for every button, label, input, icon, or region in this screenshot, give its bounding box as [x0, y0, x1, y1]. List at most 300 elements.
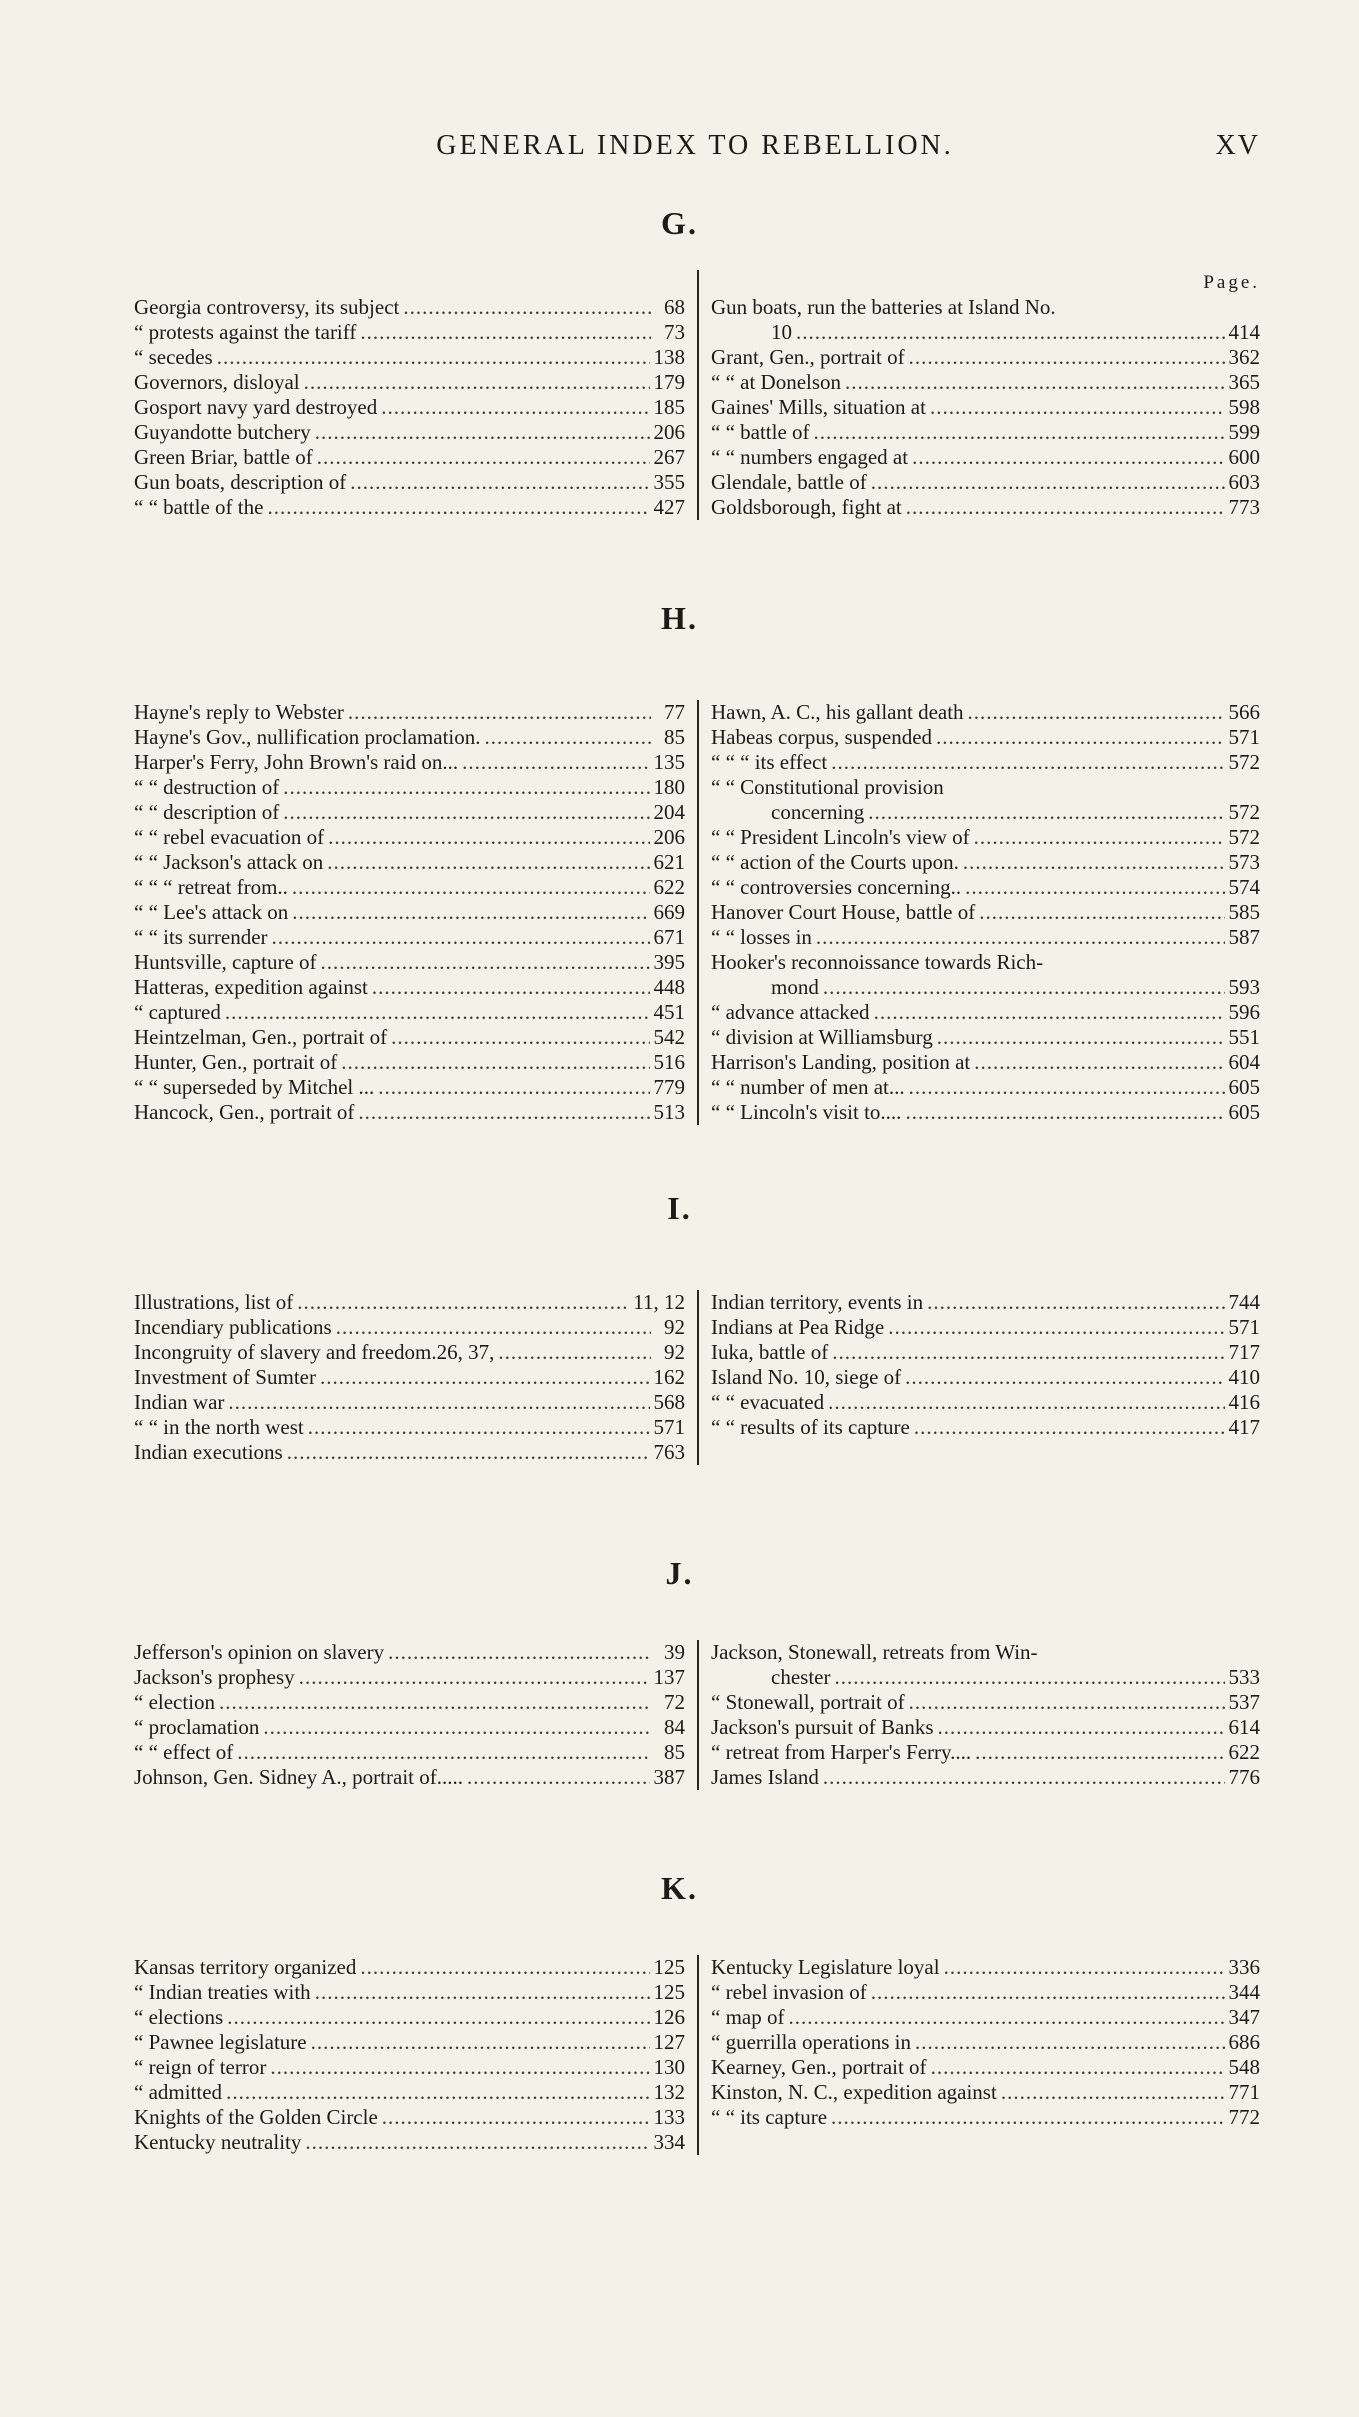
- dot-leader: [816, 925, 1225, 950]
- entry-page-number: 336: [1228, 1955, 1260, 1979]
- dot-leader: [831, 2105, 1224, 2130]
- index-entry: [711, 1690, 1260, 1715]
- entry-text: Kentucky neutrality: [134, 2130, 302, 2154]
- entry-page-number: 571: [653, 1415, 685, 1439]
- index-entry: [711, 725, 1260, 750]
- entry-page-number: 516: [653, 1050, 685, 1074]
- entry-page-number: 571: [1228, 725, 1260, 749]
- entry-page-number: 180: [653, 775, 685, 799]
- index-column-left: [134, 700, 697, 1125]
- dot-leader: [845, 370, 1224, 395]
- index-entry: [711, 495, 1260, 520]
- entry-page-number: 85: [664, 725, 685, 749]
- index-entry: [134, 2105, 685, 2130]
- index-entry: [711, 1000, 1260, 1025]
- entry-page-number: 11, 12: [633, 1290, 685, 1314]
- entry-text: “ “ Constitutional provision: [711, 775, 944, 799]
- dot-leader: [382, 2105, 650, 2130]
- index-entry: [711, 2030, 1260, 2055]
- index-entry: [134, 370, 685, 395]
- index-entry: [711, 850, 1260, 875]
- section-letter: K.: [661, 1870, 698, 1906]
- entry-text: “ reign of terror: [134, 2055, 267, 2079]
- entry-page-number: 138: [653, 345, 685, 369]
- dot-leader: [931, 2055, 1225, 2080]
- entry-text: “ “ in the north west: [134, 1415, 304, 1439]
- index-entry: [711, 875, 1260, 900]
- dot-leader: [272, 925, 650, 950]
- index-entry: [711, 1390, 1260, 1415]
- entry-page-number: 686: [1228, 2030, 1260, 2054]
- entry-text: Kearney, Gen., portrait of: [711, 2055, 927, 2079]
- entry-text: “ “ at Donelson: [711, 370, 842, 394]
- entry-page-number: 574: [1228, 875, 1260, 899]
- index-entry: [134, 2080, 685, 2105]
- index-entry: [711, 2105, 1260, 2130]
- dot-leader: [267, 495, 649, 520]
- dot-leader: [403, 295, 651, 320]
- entry-text: Hayne's Gov., nullification proclamation.: [134, 725, 481, 749]
- index-column-right: [697, 1955, 1260, 2155]
- entry-text: mond: [771, 975, 819, 999]
- index-section: [134, 700, 1260, 1125]
- entry-page-number: 776: [1228, 1765, 1260, 1789]
- index-entry: [134, 470, 685, 495]
- index-column-right: [697, 1640, 1260, 1790]
- entry-page-number: 568: [653, 1390, 685, 1414]
- index-entry: [134, 850, 685, 875]
- entry-text: Green Briar, battle of: [134, 445, 313, 469]
- dot-leader: [225, 1000, 650, 1025]
- index-entry: [711, 1415, 1260, 1440]
- section-letter: J.: [665, 1555, 694, 1591]
- entry-text: “ “ battle of: [711, 420, 810, 444]
- entry-page-number: 92: [664, 1315, 685, 1339]
- entry-text: “ “ Jackson's attack on: [134, 850, 324, 874]
- index-entry: [134, 1290, 685, 1315]
- entry-page-number: 362: [1228, 345, 1260, 369]
- index-entry: [711, 445, 1260, 470]
- dot-leader: [360, 1955, 649, 1980]
- entry-page-number: 763: [653, 1440, 685, 1464]
- dot-leader: [979, 900, 1224, 925]
- entry-text: “ admitted: [134, 2080, 223, 2104]
- entry-text: “ “ battle of the: [134, 495, 264, 519]
- entry-page-number: 603: [1228, 470, 1260, 494]
- index-entry: [134, 1390, 685, 1415]
- entry-page-number: 572: [1228, 800, 1260, 824]
- index-entry: [134, 950, 685, 975]
- entry-text: “ guerrilla operations in: [711, 2030, 912, 2054]
- dot-leader: [348, 700, 651, 725]
- dot-leader: [299, 1665, 650, 1690]
- index-entry: [711, 925, 1260, 950]
- dot-leader: [327, 850, 649, 875]
- index-entry: [711, 975, 1260, 1000]
- entry-page-number: 267: [653, 445, 685, 469]
- dot-leader: [938, 1715, 1225, 1740]
- dot-leader: [944, 1955, 1225, 1980]
- entry-page-number: 669: [653, 900, 685, 924]
- entry-page-number: 162: [653, 1365, 685, 1389]
- index-entry: [711, 900, 1260, 925]
- entry-page-number: 593: [1228, 975, 1260, 999]
- entry-text: “ “ destruction of: [134, 775, 280, 799]
- index-section: [134, 270, 1260, 520]
- dot-leader: [292, 900, 649, 925]
- dot-leader: [974, 1050, 1224, 1075]
- dot-leader: [227, 2005, 649, 2030]
- index-entry: [134, 1690, 685, 1715]
- index-entry: [134, 420, 685, 445]
- index-column-left: [134, 1640, 697, 1790]
- entry-page-number: 126: [653, 2005, 685, 2029]
- entry-page-number: 72: [664, 1690, 685, 1714]
- entry-text: “ “ President Lincoln's view of: [711, 825, 970, 849]
- entry-page-number: 513: [653, 1100, 685, 1124]
- index-entry: [134, 2055, 685, 2080]
- entry-text: “ “ effect of: [134, 1740, 234, 1764]
- entry-text: Hawn, A. C., his gallant death: [711, 700, 964, 724]
- entry-page-number: 573: [1228, 850, 1260, 874]
- entry-text: Indian war: [134, 1390, 225, 1414]
- entry-page-number: 92: [664, 1340, 685, 1364]
- index-entry: [711, 800, 1260, 825]
- index-entry: [134, 495, 685, 520]
- index-entry: [711, 775, 1260, 800]
- entry-page-number: 600: [1228, 445, 1260, 469]
- dot-leader: [828, 1390, 1224, 1415]
- entry-page-number: 548: [1228, 2055, 1260, 2079]
- dot-leader: [927, 1290, 1224, 1315]
- index-entry: [134, 800, 685, 825]
- index-entry: [134, 1075, 685, 1100]
- index-column-right: [697, 270, 1260, 520]
- index-entry: [134, 775, 685, 800]
- dot-leader: [1001, 2080, 1225, 2105]
- dot-leader: [287, 1440, 650, 1465]
- entry-page-number: 77: [664, 700, 685, 724]
- dot-leader: [930, 395, 1225, 420]
- entry-text: Hunter, Gen., portrait of: [134, 1050, 338, 1074]
- entry-text: Heintzelman, Gen., portrait of: [134, 1025, 388, 1049]
- entry-text: Habeas corpus, suspended: [711, 725, 933, 749]
- entry-page-number: 73: [664, 320, 685, 344]
- entry-page-number: 542: [653, 1025, 685, 1049]
- entry-text: Kinston, N. C., expedition against: [711, 2080, 997, 2104]
- entry-text: Hatteras, expedition against: [134, 975, 368, 999]
- dot-leader: [358, 1100, 649, 1125]
- index-entry: [711, 1715, 1260, 1740]
- index-entry: [134, 1365, 685, 1390]
- entry-page-number: 772: [1228, 2105, 1260, 2129]
- entry-text: “ “ Lincoln's visit to....: [711, 1100, 902, 1124]
- entry-page-number: 334: [653, 2130, 685, 2154]
- entry-page-number: 671: [653, 925, 685, 949]
- index-column-left: [134, 270, 697, 520]
- entry-text: Island No. 10, siege of: [711, 1365, 902, 1389]
- entry-page-number: 85: [664, 1740, 685, 1764]
- index-entry: [134, 925, 685, 950]
- entry-text: Jackson, Stonewall, retreats from Win-: [711, 1640, 1038, 1664]
- entry-text: “ advance attacked: [711, 1000, 870, 1024]
- index-entry: [134, 700, 685, 725]
- index-entry: [711, 1765, 1260, 1790]
- page-header: [130, 130, 1260, 170]
- dot-leader: [963, 850, 1225, 875]
- entry-text: “ election: [134, 1690, 216, 1714]
- index-entry: [134, 395, 685, 420]
- dot-leader: [341, 1050, 649, 1075]
- index-entry: [711, 345, 1260, 370]
- dot-leader: [391, 1025, 649, 1050]
- dot-leader: [788, 2005, 1224, 2030]
- dot-leader: [871, 470, 1225, 495]
- entry-page-number: 417: [1228, 1415, 1260, 1439]
- entry-text: Gun boats, description of: [134, 470, 347, 494]
- entry-page-number: 572: [1228, 750, 1260, 774]
- index-entry: [711, 700, 1260, 725]
- dot-leader: [237, 1740, 651, 1765]
- page-number: XV: [1215, 130, 1260, 161]
- entry-text: “ “ evacuated: [711, 1390, 825, 1414]
- entry-page-number: 355: [653, 470, 685, 494]
- index-section: [134, 1955, 1260, 2155]
- dot-leader: [914, 1415, 1225, 1440]
- dot-leader: [936, 725, 1224, 750]
- entry-text: “ proclamation: [134, 1715, 260, 1739]
- index-entry: [711, 320, 1260, 345]
- index-entry: [134, 1980, 685, 2005]
- entry-text: 10: [771, 320, 792, 344]
- entry-text: “ retreat from Harper's Ferry....: [711, 1740, 972, 1764]
- entry-page-number: 596: [1228, 1000, 1260, 1024]
- dot-leader: [912, 445, 1224, 470]
- index-entry: [134, 1640, 685, 1665]
- index-entry: [134, 1715, 685, 1740]
- entry-text: Investment of Sumter: [134, 1365, 316, 1389]
- entry-page-number: 416: [1228, 1390, 1260, 1414]
- entry-page-number: 344: [1228, 1980, 1260, 2004]
- entry-page-number: 605: [1228, 1075, 1260, 1099]
- dot-leader: [871, 1980, 1225, 2005]
- dot-leader: [283, 800, 649, 825]
- page-column-label: Page.: [1203, 272, 1260, 293]
- dot-leader: [315, 1980, 650, 2005]
- entry-text: Johnson, Gen. Sidney A., portrait of.....: [134, 1765, 463, 1789]
- entry-page-number: 771: [1228, 2080, 1260, 2104]
- entry-page-number: 185: [653, 395, 685, 419]
- entry-text: Gaines' Mills, situation at: [711, 395, 926, 419]
- entry-page-number: 598: [1228, 395, 1260, 419]
- entry-page-number: 605: [1228, 1100, 1260, 1124]
- dot-leader: [378, 1075, 649, 1100]
- section-letter: H.: [661, 600, 698, 636]
- entry-text: “ Indian treaties with: [134, 1980, 311, 2004]
- entry-text: Hanover Court House, battle of: [711, 900, 976, 924]
- entry-text: Governors, disloyal: [134, 370, 300, 394]
- entry-page-number: 451: [653, 1000, 685, 1024]
- dot-leader: [283, 775, 649, 800]
- entry-page-number: 39: [664, 1640, 685, 1664]
- section-letter: G.: [661, 205, 698, 241]
- index-entry: [134, 1955, 685, 1980]
- entry-page-number: 84: [664, 1715, 685, 1739]
- entry-page-number: 585: [1228, 900, 1260, 924]
- entry-text: “ Pawnee legislature: [134, 2030, 307, 2054]
- entry-text: “ “ action of the Courts upon.: [711, 850, 959, 874]
- index-entry: [711, 1025, 1260, 1050]
- entry-page-number: 587: [1228, 925, 1260, 949]
- entry-page-number: 744: [1228, 1290, 1260, 1314]
- index-entry: [711, 470, 1260, 495]
- index-entry: [134, 2130, 685, 2155]
- index-entry: [134, 295, 685, 320]
- dot-leader: [304, 370, 650, 395]
- index-entry: [134, 825, 685, 850]
- dot-leader: [372, 975, 650, 1000]
- entry-text: Glendale, battle of: [711, 470, 867, 494]
- entry-page-number: 414: [1228, 320, 1260, 344]
- dot-leader: [937, 1025, 1225, 1050]
- dot-leader: [226, 2080, 649, 2105]
- dot-leader: [968, 700, 1225, 725]
- dot-leader: [498, 1340, 651, 1365]
- entry-text: Indian executions: [134, 1440, 283, 1464]
- entry-page-number: 533: [1228, 1665, 1260, 1689]
- dot-leader: [909, 1075, 1225, 1100]
- index-entry: [134, 1315, 685, 1340]
- entry-page-number: 599: [1228, 420, 1260, 444]
- entry-text: “ rebel invasion of: [711, 1980, 867, 2004]
- entry-page-number: 572: [1228, 825, 1260, 849]
- entry-page-number: 773: [1228, 495, 1260, 519]
- entry-page-number: 387: [653, 1765, 685, 1789]
- dot-leader: [321, 950, 650, 975]
- entry-text: “ elections: [134, 2005, 224, 2029]
- entry-text: Indian territory, events in: [711, 1290, 924, 1314]
- entry-text: concerning: [771, 800, 865, 824]
- index-entry: [134, 875, 685, 900]
- entry-text: “ division at Williamsburg: [711, 1025, 933, 1049]
- index-column-left: [134, 1955, 697, 2155]
- dot-leader: [270, 2055, 649, 2080]
- entry-text: “ “ losses in: [711, 925, 812, 949]
- entry-page-number: 717: [1228, 1340, 1260, 1364]
- entry-text: Hayne's reply to Webster: [134, 700, 344, 724]
- entry-text: “ “ description of: [134, 800, 280, 824]
- entry-page-number: 347: [1228, 2005, 1260, 2029]
- entry-text: Grant, Gen., portrait of: [711, 345, 905, 369]
- entry-page-number: 395: [653, 950, 685, 974]
- dot-leader: [315, 420, 650, 445]
- entry-page-number: 206: [653, 420, 685, 444]
- index-column-right: [697, 700, 1260, 1125]
- index-entry: [134, 1000, 685, 1025]
- section-letter: I.: [667, 1190, 692, 1226]
- index-entry: [711, 295, 1260, 320]
- entry-text: Iuka, battle of: [711, 1340, 829, 1364]
- entry-page-number: 204: [653, 800, 685, 824]
- index-entry: [134, 345, 685, 370]
- entry-page-number: 448: [653, 975, 685, 999]
- dot-leader: [228, 1390, 649, 1415]
- entry-page-number: 604: [1228, 1050, 1260, 1074]
- index-entry: [134, 2030, 685, 2055]
- index-entry: [134, 1340, 685, 1365]
- entry-page-number: 135: [653, 750, 685, 774]
- index-entry: [134, 1100, 685, 1125]
- dot-leader: [832, 1340, 1224, 1365]
- dot-leader: [905, 1365, 1224, 1390]
- entry-page-number: 566: [1228, 700, 1260, 724]
- entry-text: Gun boats, run the batteries at Island No.: [711, 295, 1056, 319]
- dot-leader: [888, 1315, 1224, 1340]
- entry-page-number: 137: [653, 1665, 685, 1689]
- entry-text: “ Stonewall, portrait of: [711, 1690, 905, 1714]
- index-entry: [711, 825, 1260, 850]
- entry-text: Huntsville, capture of: [134, 950, 317, 974]
- entry-text: Incongruity of slavery and freedom.26, 37,: [134, 1340, 495, 1364]
- index-entry: [711, 1290, 1260, 1315]
- entry-page-number: 127: [653, 2030, 685, 2054]
- entry-text: Indians at Pea Ridge: [711, 1315, 885, 1339]
- index-section: [134, 1640, 1260, 1790]
- index-entry: [711, 1955, 1260, 1980]
- index-entry: [711, 1315, 1260, 1340]
- dot-leader: [381, 395, 649, 420]
- entry-page-number: 132: [653, 2080, 685, 2104]
- entry-page-number: 133: [653, 2105, 685, 2129]
- entry-text: “ “ superseded by Mitchel ...: [134, 1075, 375, 1099]
- dot-leader: [906, 495, 1225, 520]
- index-entry: [134, 975, 685, 1000]
- index-column-right: [697, 1290, 1260, 1465]
- entry-text: chester: [771, 1665, 831, 1689]
- dot-leader: [328, 825, 649, 850]
- entry-text: James Island: [711, 1765, 819, 1789]
- dot-leader: [974, 825, 1225, 850]
- entry-text: “ “ its capture: [711, 2105, 828, 2129]
- dot-leader: [796, 320, 1225, 345]
- index-entry: [134, 725, 685, 750]
- entry-text: Harrison's Landing, position at: [711, 1050, 971, 1074]
- dot-leader: [874, 1000, 1225, 1025]
- entry-text: Kansas territory organized: [134, 1955, 357, 1979]
- entry-text: Guyandotte butchery: [134, 420, 311, 444]
- dot-leader: [360, 320, 651, 345]
- dot-leader: [305, 2130, 649, 2155]
- entry-text: “ “ results of its capture: [711, 1415, 910, 1439]
- running-title: GENERAL INDEX TO REBELLION.: [436, 130, 954, 161]
- dot-leader: [308, 1415, 650, 1440]
- dot-leader: [915, 2030, 1224, 2055]
- index-entry: [134, 320, 685, 345]
- entry-page-number: 365: [1228, 370, 1260, 394]
- entry-page-number: 130: [653, 2055, 685, 2079]
- entry-page-number: 571: [1228, 1315, 1260, 1339]
- index-entry: [711, 420, 1260, 445]
- dot-leader: [909, 345, 1225, 370]
- dot-leader: [905, 1100, 1224, 1125]
- index-entry: [134, 2005, 685, 2030]
- index-section: [134, 1290, 1260, 1465]
- index-entry: [711, 370, 1260, 395]
- dot-leader: [292, 875, 650, 900]
- dot-leader: [297, 1290, 629, 1315]
- index-entry: [134, 445, 685, 470]
- dot-leader: [467, 1765, 650, 1790]
